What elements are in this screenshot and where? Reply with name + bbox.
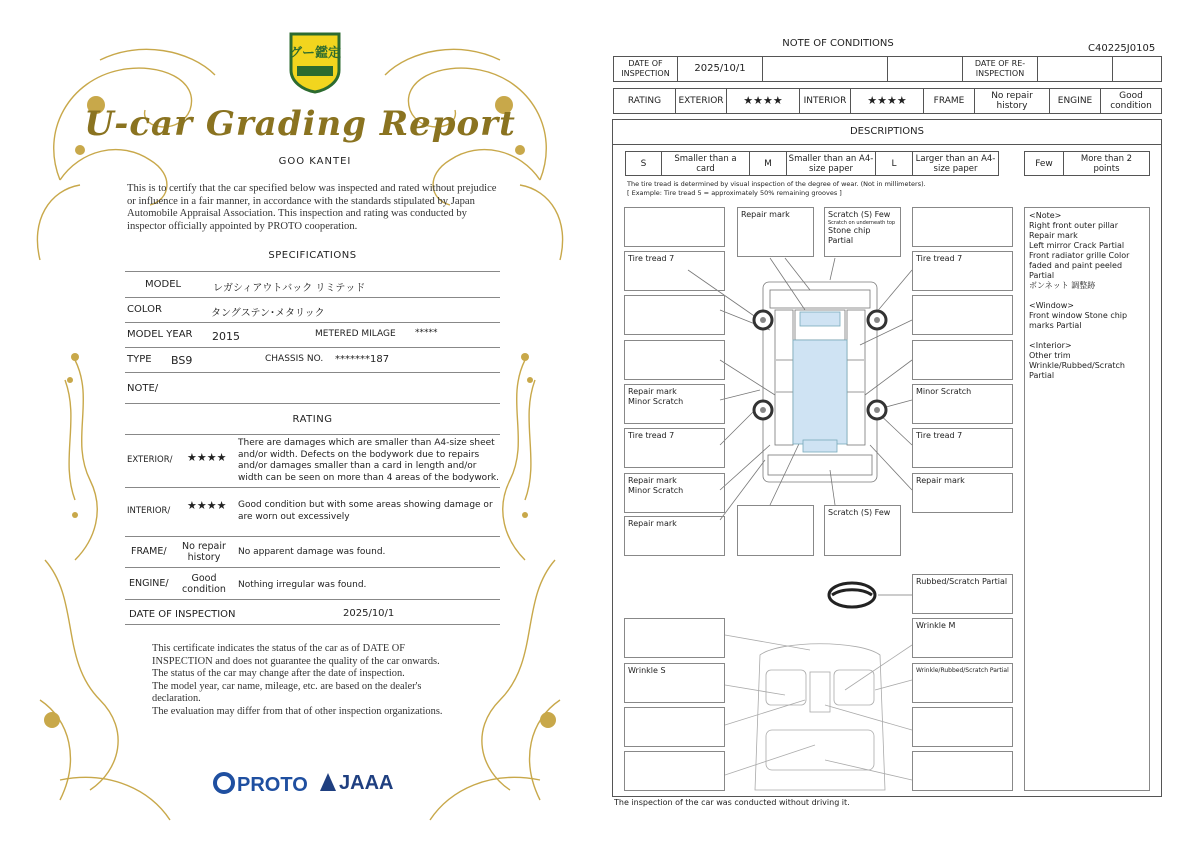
- note-row: [125, 373, 500, 404]
- disclaimer-line: The status of the car may change after the date of inspection.: [152, 668, 405, 680]
- frame-row: [125, 537, 500, 568]
- chassis-label: CHASSIS NO.: [265, 354, 324, 364]
- damage-box-left-rear: [624, 473, 725, 513]
- damage-box-interior-center: [912, 663, 1013, 703]
- exterior-stars: ★★★★: [726, 88, 800, 114]
- disclaimer-line: declaration.: [152, 693, 201, 705]
- jaaa-logo-icon: [320, 773, 336, 791]
- interior-label: INTERIOR: [799, 88, 851, 114]
- box-label: Wrinkle/Rubbed/Scratch Partial: [916, 667, 1009, 674]
- damage-box-tire-rear-left: [624, 428, 725, 468]
- box-label: Wrinkle S: [628, 666, 666, 675]
- interior-line: Partial: [1029, 371, 1055, 380]
- box-label: Tire tread 7: [916, 431, 963, 440]
- box-label: Tire tread 7: [916, 254, 963, 263]
- window-heading: <Window>: [1029, 301, 1074, 310]
- model-value: レガシィアウトバック リミテッド: [213, 283, 366, 294]
- interior-rating-row: [125, 488, 500, 537]
- interior-stars: ★★★★: [850, 88, 924, 114]
- damage-box: [912, 707, 1013, 747]
- frame-label: FRAME: [923, 88, 975, 114]
- reinspection-label: DATE OF RE-INSPECTION: [962, 56, 1038, 82]
- frame-description: No apparent damage was found.: [238, 547, 386, 557]
- engine-value: Good condition: [182, 573, 226, 595]
- engine-row: [125, 568, 500, 600]
- note-of-conditions-sheet: [600, 0, 1200, 848]
- report-title: U-car Grading Report: [84, 104, 516, 144]
- damage-box: [737, 505, 814, 556]
- damage-box-steering: [912, 574, 1013, 614]
- damage-box-rear-left: [624, 516, 725, 556]
- legend-s-desc: Smaller than a card: [661, 151, 750, 176]
- type-label: TYPE: [127, 354, 152, 365]
- damage-box-front-bumper: [824, 207, 901, 257]
- interior-heading: <Interior>: [1029, 341, 1072, 350]
- brand-mark: グー鑑定: [288, 46, 341, 61]
- exterior-label: EXTERIOR/: [127, 455, 173, 465]
- note-label: NOTE/: [127, 383, 159, 394]
- model-label: MODEL: [145, 279, 182, 290]
- damage-box: [624, 751, 725, 791]
- model-row: [125, 272, 500, 298]
- window-line: Front window Stone chip marks Partial: [1029, 311, 1128, 330]
- milage-value: *****: [415, 328, 438, 338]
- legend-l-desc: Larger than an A4-size paper: [912, 151, 999, 176]
- note-line: Front radiator grille Color faded and paint peeled Partial: [1029, 251, 1130, 280]
- damage-box: [912, 207, 1013, 247]
- legend-few: Few: [1024, 151, 1064, 176]
- color-value: タングステン･メタリック: [211, 308, 325, 319]
- legend-s: S: [625, 151, 662, 176]
- damage-box-front: [737, 207, 814, 257]
- notes-panel: [1024, 207, 1150, 791]
- frame-value: No repair history: [182, 541, 226, 563]
- damage-box-interior-front-right: [912, 618, 1013, 658]
- descriptions-heading: DESCRIPTIONS: [849, 126, 925, 137]
- inspection-footer: The inspection of the car was conducted without driving it.: [614, 798, 850, 807]
- jaaa-logo-text: JAAA: [339, 772, 394, 794]
- frame-label: FRAME/: [131, 546, 167, 557]
- disclaimer-line: This certificate indicates the status of the car as of DATE OF: [152, 643, 406, 654]
- date-value: 2025/10/1: [343, 608, 395, 619]
- date-label: DATE OF INSPECTION: [129, 609, 236, 620]
- damage-box-interior-front-left: [624, 663, 725, 703]
- disclaimer-line: The evaluation may differ from that of other inspection organizations.: [152, 705, 443, 717]
- box-label: Repair mark: [628, 519, 677, 528]
- proto-logo-icon: [213, 772, 235, 794]
- exterior-stars: ★★★★: [187, 451, 227, 464]
- disclaimer-line: The model year, car name, mileage, etc. are based on the dealer's: [152, 680, 422, 692]
- damage-box-tire-front-right: [912, 251, 1013, 291]
- conditions-heading: NOTE OF CONDITIONS: [782, 38, 894, 49]
- type-row: [125, 348, 500, 373]
- date-inspection-label: DATE OF INSPECTION: [613, 56, 678, 82]
- box-label: Stone chip Partial: [828, 226, 871, 245]
- damage-box-right-side: [912, 384, 1013, 424]
- box-label: Scratch (S) Few: [828, 508, 891, 517]
- date-inspection-value: 2025/10/1: [677, 56, 763, 82]
- proto-logo: [213, 772, 308, 797]
- damage-box: [912, 751, 1013, 791]
- color-label: COLOR: [127, 304, 162, 315]
- engine-description: Nothing irregular was found.: [238, 580, 367, 590]
- date-row: [125, 600, 500, 625]
- interior-line: Wrinkle/Rubbed/Scratch: [1029, 361, 1125, 370]
- damage-box-rear: [824, 505, 901, 556]
- interior-label: INTERIOR/: [127, 506, 171, 516]
- note-heading: <Note>: [1029, 211, 1062, 220]
- damage-box-right-rear: [912, 473, 1013, 513]
- proto-logo-text: PROTO: [237, 774, 308, 796]
- tread-example: [ Example: Tire tread 5 = approximately 50% remaining grooves ]: [627, 189, 842, 197]
- rating-label: RATING: [613, 88, 676, 114]
- disclaimer-line: INSPECTION and does not guarantee the quality of the car onwards.: [152, 655, 440, 667]
- tread-note: The tire tread is determined by visual inspection of the degree of wear. (Not in millimeters).: [627, 180, 926, 188]
- legend-m: M: [749, 151, 787, 176]
- damage-box: [912, 295, 1013, 335]
- damage-box: [624, 707, 725, 747]
- damage-box: [624, 295, 725, 335]
- box-label: Tire tread 7: [628, 431, 675, 440]
- exterior-label: EXTERIOR: [675, 88, 727, 114]
- legend-few-desc: More than 2 points: [1063, 151, 1150, 176]
- frame-value: No repair history: [974, 88, 1050, 114]
- engine-value: Good condition: [1100, 88, 1162, 114]
- legend-m-desc: Smaller than an A4-size paper: [786, 151, 876, 176]
- steering-wheel-icon: [829, 583, 875, 607]
- box-label: Minor Scratch: [916, 387, 972, 396]
- engine-label: ENGINE: [1049, 88, 1101, 114]
- damage-box-tire-front-left: [624, 251, 725, 291]
- damage-box-left-side: [624, 384, 725, 424]
- box-label: Wrinkle M: [916, 621, 956, 630]
- disclaimer: [152, 643, 482, 719]
- box-label: Minor Scratch: [628, 397, 684, 406]
- box-label: Repair mark: [628, 476, 677, 485]
- report-subtitle: GOO KANTEI: [278, 156, 352, 167]
- rating-heading: RATING: [292, 414, 333, 425]
- damage-box: [624, 207, 725, 247]
- document-code: C40225J0105: [1088, 43, 1156, 54]
- exterior-rating-row: [125, 435, 500, 488]
- box-small-label: Scratch on underneath top: [828, 220, 896, 226]
- damage-box-tire-rear-right: [912, 428, 1013, 468]
- exterior-description: There are damages which are smaller than A4-size sheet and/or width. Defects on the bodywork due to repairs and/or damages smaller than a card in length and/or width can be seen on more than 4 areas of the bodywork.: [238, 438, 499, 483]
- interior-description: Good condition but with some areas showing damage or are worn out excessively: [238, 500, 493, 522]
- chassis-value: *******187: [335, 354, 390, 365]
- damage-box: [624, 618, 725, 658]
- goo-kantei-emblem: [287, 30, 343, 94]
- box-label: Repair mark: [741, 210, 790, 219]
- milage-label: METERED MILAGE: [315, 329, 396, 339]
- note-line: Left mirror Crack Partial: [1029, 241, 1125, 250]
- box-label: Minor Scratch: [628, 486, 684, 495]
- certification-statement: This is to certify that the car specified below was inspected and rated without prejudice or influence in a fair manner, in accordance with the standards stipulated by Japan Automobile Appraisal Association. This inspection and rating was conducted by inspector officially appointed by PROTO cooperation.: [127, 183, 497, 232]
- engine-label: ENGINE/: [129, 578, 169, 589]
- box-label: Repair mark: [628, 387, 677, 396]
- box-label: Scratch (S) Few: [828, 210, 891, 219]
- shield-icon: [287, 30, 343, 94]
- model-year-value: 2015: [212, 330, 240, 343]
- interior-line: Other trim: [1029, 351, 1071, 360]
- box-label: Rubbed/Scratch Partial: [916, 577, 1008, 586]
- box-label: Repair mark: [916, 476, 965, 485]
- color-row: [125, 298, 500, 323]
- jaaa-logo: [320, 772, 393, 795]
- damage-box: [912, 340, 1013, 380]
- damage-box: [624, 340, 725, 380]
- note-line: Right front outer pillar Repair mark: [1029, 221, 1118, 240]
- interior-stars: ★★★★: [187, 499, 227, 512]
- box-label: Tire tread 7: [628, 254, 675, 263]
- model-year-row: [125, 323, 500, 348]
- note-line: ボンネット 調整跡: [1029, 281, 1096, 290]
- specifications-heading: SPECIFICATIONS: [268, 250, 357, 261]
- legend-l: L: [875, 151, 913, 176]
- type-value: BS9: [171, 354, 193, 367]
- model-year-label: MODEL YEAR: [127, 329, 193, 340]
